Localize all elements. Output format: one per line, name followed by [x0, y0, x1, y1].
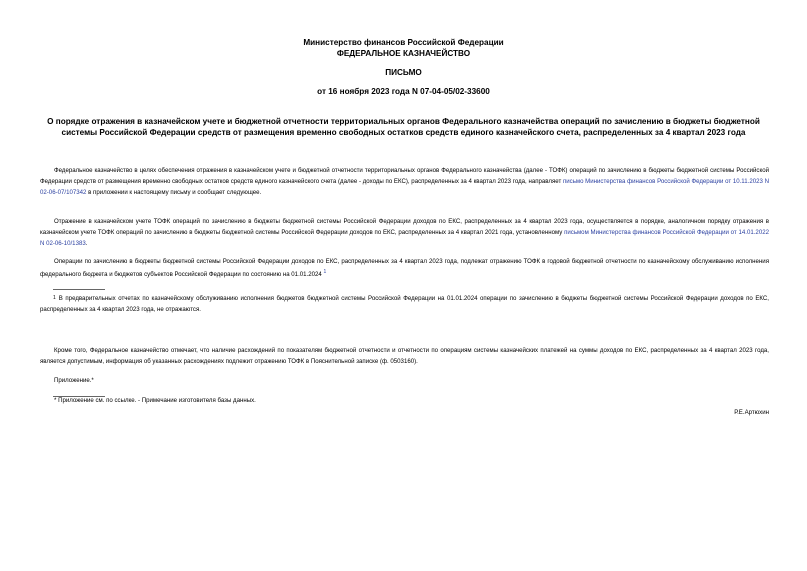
- ministry-2022-letter-link[interactable]: письмом Министерства финансов Российской Федерации от 14.01.2022 N 02-06-10/1383: [40, 229, 769, 248]
- attachment-footnote: * Приложение см. по ссылке. - Примечание изготовителя базы данных.: [54, 397, 256, 404]
- footnote-1-text: В предварительных отчетах по казначейскому обслуживанию исполнения бюджетов бюджетной системы Российской Федерации на 01.01.2024 операции по зачислению в бюджеты бюджетной системы Российской Федерации доходов по ЕКС, распределенных за 4 квартал 2023 года, не отражаются.: [40, 295, 769, 314]
- footnote-1-mark: 1: [53, 295, 56, 301]
- document-type: ПИСЬМО: [385, 68, 422, 77]
- signature: Р.Е.Артюхин: [734, 409, 769, 416]
- paragraph-4: Кроме того, Федеральное казначейство отмечает, что наличие расхождений по показателям бюджетной отчетности и отчетности по операциям системы казначейских платежей на суммы доходов по ЕКС, распределенных за 4 квартал 2023 года, является допустимым, информация об указанных расхождениях подлежит отражению ТОФК в Пояснительной записке (ф. 0503160).: [40, 347, 769, 366]
- ministry-letter-link[interactable]: письмо Министерства финансов Российской Федерации от 10.11.2023 N 02-06-07/107342: [40, 178, 770, 197]
- paragraph-1-text: Федеральное казначейство в целях обеспечения отражения в казначейском учете и бюджетной отчетности территориальных органов Федерального казначейства (далее - ТОФК) операций по зачислению в бюджеты бюджетной системы Российской Федерации средств от размещения временно свободных остатков средств единого казначейского счета (далее - доходы по ЕКС), распределенных за 4 квартал 2023 года, направляет: [40, 167, 769, 186]
- paragraph-3-text: Операции по зачислению в бюджеты бюджетной системы Российской Федерации доходов по ЕКС, распределенных за 4 квартал 2023 года, подлежат отражению ТОФК в годовой бюджетной отчетности по казначейскому обслуживанию исполнения федерального бюджета и бюджетов субъектов Российской Федерации по состоянию на 01.01.2024: [40, 258, 769, 279]
- paragraph-1: [40, 165, 769, 199]
- footnote-1: [40, 293, 769, 315]
- paragraph-3: [40, 256, 769, 280]
- document-date-number: от 16 ноября 2023 года N 07-04-05/02-33600: [317, 87, 490, 96]
- ministry-name: Министерство финансов Российской Федерации: [303, 38, 504, 47]
- treasury-name: ФЕДЕРАЛЬНОЕ КАЗНАЧЕЙСТВО: [336, 49, 471, 58]
- paragraph-2-text: Отражение в казначейском учете ТОФК операций по зачислению в бюджеты бюджетной системы Российской Федерации доходов по ЕКС, распределенных за 4 квартал 2023 года, осуществляется в порядке, аналогичном порядку отражения в казначейском учете ТОФК операций по зачислению в бюджеты бюджетной системы Российской Федерации доходов по ЕКС, распределенных за 4 квартал 2021 года, установленному: [40, 218, 769, 237]
- paragraph-2: [40, 216, 769, 250]
- document-title: О порядке отражения в казначейском учете и бюджетной отчетности территориальных органов Федерального казначейства операций по зачислению в бюджеты бюджетной системы Российской Федерации средств от размещения временно свободных остатков средств единого казначейского счета, распределенных за 4 квартал 2023 года: [47, 117, 760, 137]
- paragraph-1-tail: в приложении к настоящему письму и сообщает следующее.: [86, 189, 262, 197]
- paragraph-2-tail: .: [85, 240, 88, 248]
- attachment-label[interactable]: Приложение.*: [54, 377, 94, 384]
- footnote-divider: [53, 289, 105, 290]
- footnote-reference[interactable]: 1: [323, 269, 327, 276]
